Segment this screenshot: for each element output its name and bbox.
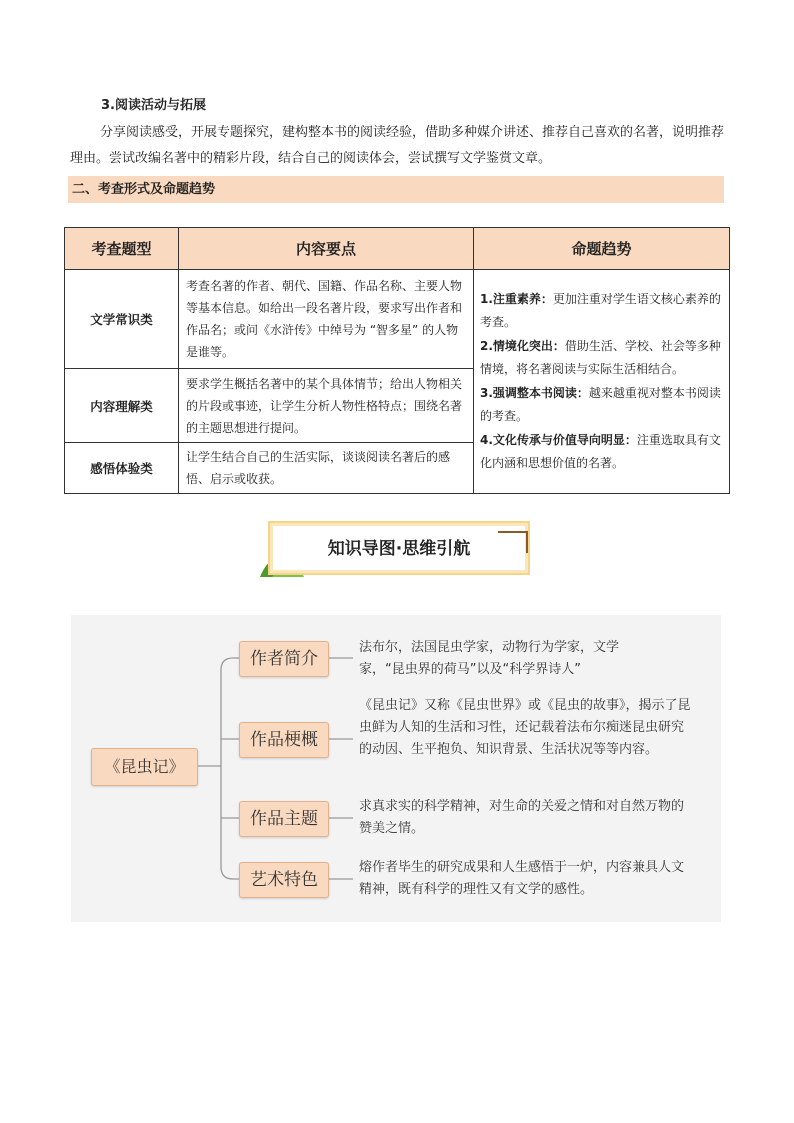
trend-item (480, 335, 723, 382)
trend-cell (474, 270, 730, 494)
content-cell: 要求学生概括名著中的某个具体情节；给出人物相关的片段或事迹，让学生分析人物性格特点；围绕名著的主题思想进行提问。 (179, 369, 474, 443)
section-paragraph (70, 120, 730, 172)
trend-text: 注重选取具有文化内涵和思想价值的名著。 (480, 432, 721, 470)
content-cell: 让学生结合自己的生活实际，谈谈阅读名著后的感悟、启示或收获。 (179, 443, 474, 494)
branch-author-desc: 法布尔，法国昆虫学家，动物行为学家，文学家，“昆虫界的荷马”以及“科学界诗人” (359, 640, 620, 677)
table-header-row (65, 228, 730, 270)
branch-theme-desc: 求真求实的科学精神，对生命的关爱之情和对自然万物的赞美之情。 (359, 799, 685, 836)
branch-summary: 作品梗概 (239, 722, 329, 758)
section-title: 3.阅读活动与拓展 (101, 98, 206, 113)
mind-map-root: 《昆虫记》 (91, 748, 198, 786)
trend-text: 借助生活、学校、社会等多种情境，将名著阅读与实际生活相结合。 (480, 338, 721, 376)
column-header: 考查题型 (65, 228, 179, 270)
mind-map (71, 615, 721, 922)
question-type: 感悟体验类 (65, 443, 179, 494)
trend-item (480, 288, 723, 335)
trend-item (480, 382, 723, 429)
trend-label: 1.注重素养： (480, 291, 553, 306)
trend-label: 4.文化传承与价值导向明显： (480, 432, 637, 447)
exam-table (64, 227, 730, 494)
banner-title: 知识导图·思维引航 (327, 539, 471, 559)
trend-text: 更加注重对学生语文核心素养的考查。 (480, 291, 721, 329)
trend-label: 2.情境化突出： (480, 338, 565, 353)
section-band-title: 二、考查形式及命题趋势 (72, 182, 216, 197)
branch-author: 作者简介 (239, 641, 329, 677)
section-band (68, 176, 724, 203)
trend-text: 越来越重视对整本书阅读的考查。 (480, 385, 721, 423)
branch-artistry: 艺术特色 (239, 862, 329, 898)
column-header: 内容要点 (179, 228, 474, 270)
trend-label: 3.强调整本书阅读： (480, 385, 589, 400)
branch-theme: 作品主题 (239, 801, 329, 837)
branch-summary-desc: 《昆虫记》又称《昆虫世界》或《昆虫的故事》，揭示了昆虫鲜为人知的生活和习性，还记载着法布尔痴迷昆虫研究的动因、生平抱负、知识背景、生活状况等等内容。 (359, 698, 691, 757)
banner-decoration (526, 531, 528, 553)
question-type: 内容理解类 (65, 369, 179, 443)
paragraph-text: 分享阅读感受，开展专题探究，建构整本书的阅读经验，借助多种媒介讲述、推荐自己喜欢的名著，说明推荐理由。尝试改编名著中的精彩片段，结合自己的阅读体会，尝试撰写文学鉴赏文章。 (70, 125, 725, 166)
branch-artistry-desc: 熔作者毕生的研究成果和人生感悟于一炉，内容兼具人文精神，既有科学的理性又有文学的感性。 (359, 860, 685, 897)
content-cell: 考查名著的作者、朝代、国籍、作品名称、主要人物等基本信息。如给出一段名著片段，要求写出作者和作品名；或问《水浒传》中绰号为 “智多星” 的人物是谁等。 (179, 270, 474, 369)
section-banner (258, 517, 530, 577)
trend-item (480, 429, 723, 476)
column-header: 命题趋势 (474, 228, 730, 270)
banner-box (268, 521, 530, 575)
banner-decoration (498, 531, 528, 533)
table-row (65, 270, 730, 369)
question-type: 文学常识类 (65, 270, 179, 369)
